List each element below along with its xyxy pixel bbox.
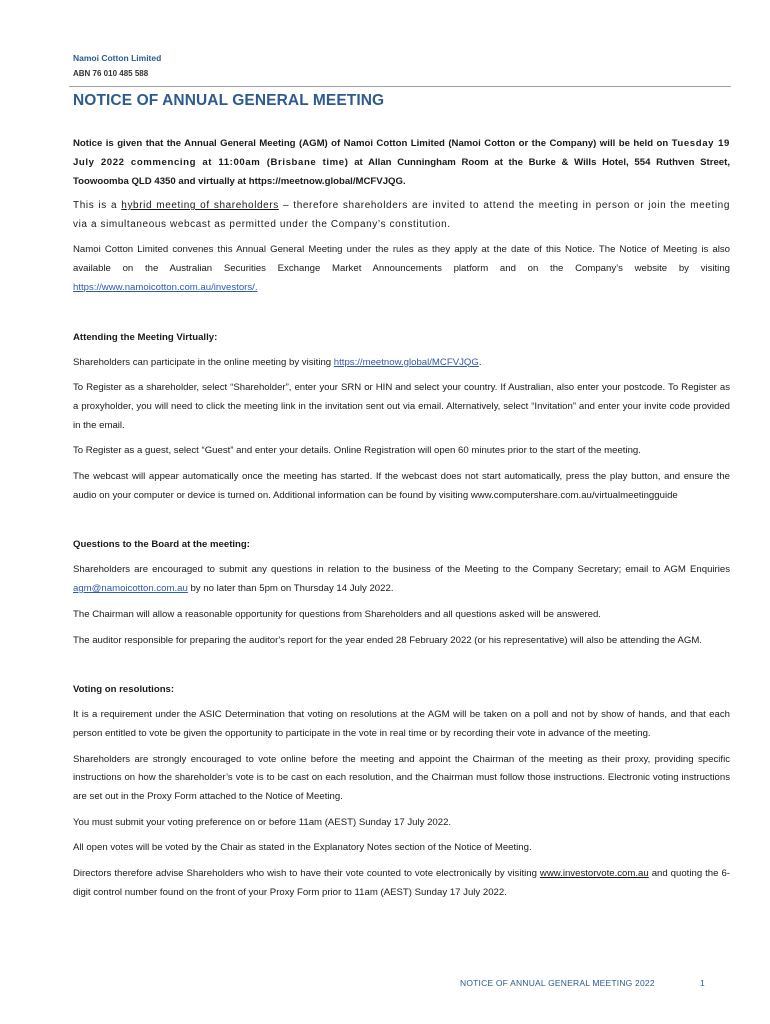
virtual-paragraph-2: To Register as a shareholder, select “Shareholder”, enter your SRN or HIN and select your country. If Australian, also enter your postcode. To Register as a proxyholder, you will need to click the meeting link in the invitation sent out via email. Alternatively, select “Invitation” and enter your invite code provided in the email.	[73, 382, 730, 431]
voting-paragraph-3: You must submit your voting preference on or before 11am (AEST) Sunday 17 July 2022.	[73, 816, 452, 828]
section-heading-voting: Voting on resolutions:	[73, 684, 175, 696]
voting-paragraph-2: Shareholders are strongly encouraged to vote online before the meeting and appoint the Chairman of the meeting as their proxy, providing specific instructions on how the shareholder’s vote is to be cast on each resolution, and the Chairman must follow those instructions. Electronic voting instructions are set out in the Proxy Form attached to the Notice of Meeting.	[73, 753, 730, 803]
document-body	[73, 134, 730, 910]
meetnow-link[interactable]: https://meetnow.global/MCFVJQG	[333, 356, 479, 368]
header-divider	[69, 86, 731, 87]
investors-link[interactable]: https://www.namoicotton.com.au/investors/.	[73, 281, 258, 293]
page-title: NOTICE OF ANNUAL GENERAL MEETING	[73, 92, 385, 109]
hybrid-paragraph	[73, 197, 730, 234]
hybrid-meeting-link[interactable]: hybrid meeting of shareholders	[121, 200, 279, 211]
company-abn: ABN 76 010 485 588	[73, 69, 149, 78]
spacer	[73, 657, 730, 681]
questions-paragraph-3: The auditor responsible for preparing the auditor's report for the year ended 28 February 2022 (or his representative) will also be attending the AGM.	[73, 634, 702, 646]
notice-text-1: Notice is given that the Annual General Meeting (AGM) of Namoi Cotton Limited (Namoi Cotton or the Company) will be held on	[73, 138, 672, 149]
questions-paragraph-1	[73, 561, 730, 598]
virtual-text-post: .	[478, 356, 482, 368]
company-name: Namoi Cotton Limited	[73, 53, 162, 63]
voting-paragraph-5	[73, 865, 730, 902]
voting-text-pre: Directors therefore advise Shareholders who wish to have their vote counted to vote electronically by visiting	[73, 868, 540, 880]
hybrid-text-pre: This is a	[73, 200, 122, 211]
voting-text-post: and quoting the 6-digit control number found on the front of your Proxy Form prior to 11am (AEST) Sunday 17 July 2022.	[73, 868, 730, 898]
hybrid-text-post: – therefore shareholders are invited to attend the meeting in person or join the meeting via a simultaneous webcast as permitted under the Company’s constitution.	[73, 200, 730, 230]
virtual-paragraph-3: To Register as a guest, select “Guest” and enter your details. Online Registration will open 60 minutes prior to the start of the meeting.	[73, 445, 641, 457]
convenes-text: Namoi Cotton Limited convenes this Annual General Meeting under the rules as they apply at the date of this Notice. The Notice of Meeting is also available on the Australian Securities Exchange Market Announcements platform and on the Company’s website by visiting	[73, 244, 730, 275]
spacer	[73, 512, 730, 536]
questions-paragraph-2: The Chairman will allow a reasonable opportunity for questions from Shareholders and all questions asked will be answered.	[73, 608, 601, 620]
virtual-paragraph-1	[73, 354, 730, 373]
notice-paragraph	[73, 134, 730, 191]
section-heading-virtual: Attending the Meeting Virtually:	[73, 331, 218, 343]
questions-text-pre: Shareholders are encouraged to submit any questions in relation to the business of the Meeting to the Company Secretary; email to AGM Enquiries	[73, 564, 730, 576]
section-heading-questions: Questions to the Board at the meeting:	[73, 539, 250, 551]
footer-label: NOTICE OF ANNUAL GENERAL MEETING 2022	[460, 978, 655, 988]
virtual-paragraph-4: The webcast will appear automatically once the meeting has started. If the webcast does not start automatically, press the play button, and ensure the audio on your computer or device is turned on. Additional information can be found by visiting www.computershare.com.au/virtualmeetingguide	[73, 471, 730, 501]
spacer	[73, 305, 730, 329]
voting-paragraph-4: All open votes will be voted by the Chair as stated in the Explanatory Notes section of the Notice of Meeting.	[73, 842, 532, 854]
investorvote-link[interactable]: www.investorvote.com.au	[539, 868, 649, 880]
virtual-text-pre: Shareholders can participate in the online meeting by visiting	[73, 356, 334, 368]
questions-text-post: by no later than 5pm on Thursday 14 July 2022.	[187, 583, 394, 595]
convenes-paragraph	[73, 241, 730, 297]
page-number: 1	[700, 978, 705, 988]
voting-paragraph-1: It is a requirement under the ASIC Determination that voting on resolutions at the AGM will be taken on a poll and not by show of hands, and that each person entitled to vote be given the opportunity to participate in the vote in real time or by recording their vote in advance of the meeting.	[73, 709, 730, 739]
agm-email-link[interactable]: agm@namoicotton.com.au	[73, 583, 188, 595]
notice-text-2: at Allan Cunningham Room at the Burke & Wills Hotel, 554 Ruthven Street, Toowoomba QLD 4350 and virtually at https://meetnow.global/MCFVJQG.	[73, 157, 730, 187]
notice-date-time: Tuesday 19 July 2022 commencing at 11:00am (Brisbane time)	[73, 138, 730, 168]
